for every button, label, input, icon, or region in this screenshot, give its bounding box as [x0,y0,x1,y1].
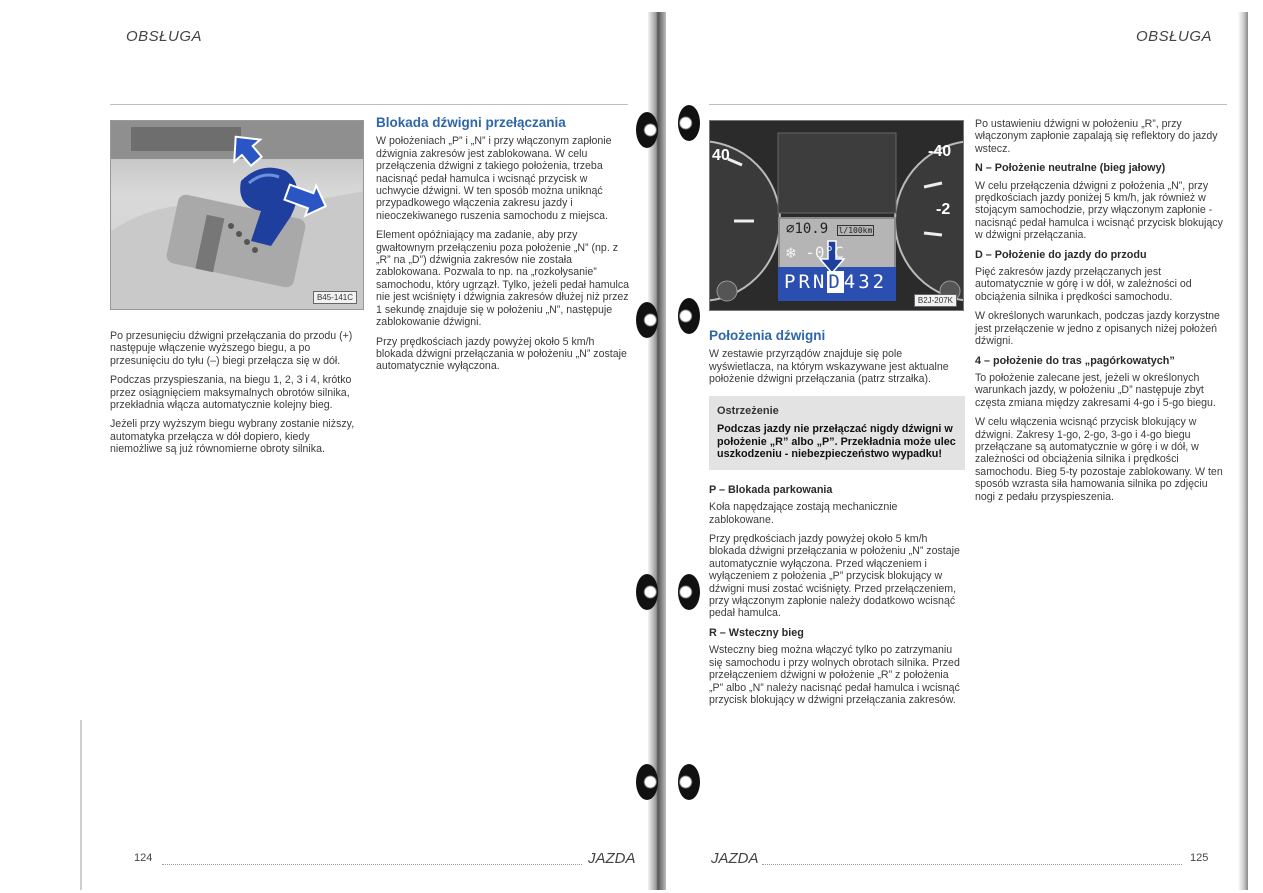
scale-left-value: 40 [712,147,730,164]
consumption-value: 10.9 [794,221,829,237]
paragraph: W celu przełączenia dźwigni z położenia „N”, przy prędkościach jazdy poniżej 5 km/h, jak również w stojącym samochodzie, przy włączonym zapłonie - nacisnąć pedał hamulca i wcisnąć przycisk blokujący w dźwigni przełączania. [975,179,1223,242]
snowflake-icon: ❄ [786,243,796,262]
warning-box [709,396,965,470]
paragraph: Po ustawieniu dźwigni w położeniu „R”, przy włączonym zapłonie zapalają się reflektory do jazdy wstecz. [975,118,1218,155]
page-number-left: 124 [134,852,153,864]
binder-ring [678,298,700,334]
paragraph: Podczas przyspieszania, na biegu 1, 2, 3 i 4, krótko przez osiągnięciem maksymalnych obrotów silnika, przekładnia włącza automatycznie kolejny bieg. [110,374,352,412]
warning-body: Podczas jazdy nie przełączać nigdy dźwigni w położenie „R” albo „P”. Przekładnia może ulec uszkodzeniu - niebezpieczeństwo wypadku! [717,423,956,461]
footer-rule [162,864,582,865]
subheading: 4 – położenie do tras „pagórkowatych” [975,354,1175,367]
page-number-right: 125 [1190,852,1209,864]
paragraph: To położenie zalecane jest, jeżeli w określonych warunkach jazdy, w położeniu „D” następuje zbyt częsta zmiana między zakresami 4-go i 5-go biegu. [975,371,1216,409]
section-name-left: JAZDA [588,850,636,867]
paragraph: W określonych warunkach, podczas jazdy korzystne jest przełączenie w jedno z opisanych niżej położeń dźwigni. [975,310,1220,348]
instrument-cluster-photo [709,120,964,311]
page-header-left: OBSŁUGA [126,28,203,45]
binder-ring [678,574,700,610]
binder-ring [636,764,658,800]
paragraph: Przy prędkościach jazdy powyżej około 5 km/h blokada dźwigni przełączania w położeniu „N” zostaje automatycznie wyłączona. Przed włączeniem i wyłączeniem z położenia „P” przycisk blokujący w dźwigni musi zostać wciśnięty. Przed przełączeniem, przy włączonym zapłonie należy dodatkowo wcisnąć pedał hamulca. [709,533,960,620]
gears-after: 432 [843,271,888,293]
paragraph: Element opóźniający ma zadanie, aby przy gwałtownym przełączeniu poza położenie „N” (np. z „R” na „D”) dźwignia zakresów nie została zablokowana. Pozwala to np. na „rozkołysanie” samochodu, który ugrzązł. Tylko, jeżeli pedał hamulca nie jest wciśnięty i dźwignia zakresów dłużej niż przez 1 sekundę znajduje się w położeniu „N”, następuje zablokowanie dźwigni. [376,229,630,329]
gear-lever-illustration [111,121,364,310]
gear-lever-photo [110,120,364,310]
right-page-column-1 [709,330,965,713]
paragraph: Jeżeli przy wyższym biegu wybrany zostanie niższy, automatyka przełącza w dół dopiero, kiedy niemożliwe są już równomierne obroty silnika. [110,418,355,456]
header-rule [110,104,628,105]
subheading: N – Położenie neutralne (bieg jałowy) [975,162,1166,175]
subheading: D – Położenie do jazdy do przodu [975,248,1147,261]
gear-indicator [784,271,887,293]
paragraph: W zestawie przyrządów znajduje się pole wyświetlacza, na którym wskazywane jest aktualne położenie dźwigni przełączania (patrz strzałka). [709,348,949,386]
paragraph: W położeniach „P” i „N” i przy włączonym zapłonie dźwignia zakresów jest zablokowana. W celu przełączenia dźwigni z takiego położenia, trzeba nacisnąć pedał hamulca i wcisnąć przycisk w uchwycie dźwigni. W ten sposób można uniknąć przypadkowego włączenia zakresu jazdy i nieoczekiwanego ruszenia samochodu z miejsca. [376,135,612,222]
active-gear: D [828,271,843,293]
subheading: R – Wsteczny bieg [709,626,804,639]
binder-ring [636,574,658,610]
paragraph: Pięć zakresów jazdy przełączanych jest automatycznie w górę i w dół, w zależności od obciążenia silnika i prędkości samochodu. [975,266,1192,303]
paragraph: Koła napędzające zostają mechanicznie zablokowane. [709,501,898,526]
image-label: B45-141C [313,291,357,304]
temperature-value: -0°C [805,243,844,262]
paragraph: W celu włączenia wcisnąć przycisk blokujący w dźwigni. Zakresy 1-go, 2-go, 3-go i 4-go biegu przełączane są automatycznie w górę i w dół, w zależności od obciążenia silnika i prędkości samochodu. Bieg 5-ty pozostaje zablokowany. W ten sposób wzrasta siła hamowania silnika po zdjęciu nogi z pedału przyspieszenia. [975,416,1223,503]
binder-ring [678,105,700,141]
image-label: B2J-207K [914,294,957,307]
section-title: Położenia dźwigni [709,328,826,343]
temperature-readout [786,243,844,262]
page-header-right: OBSŁUGA [1136,28,1213,45]
binder-ring [636,112,658,148]
section-title: Blokada dźwigni przełączania [376,115,566,130]
scale-right-value-2: -2 [936,201,951,218]
header-rule [709,104,1227,105]
section-name-right: JAZDA [711,850,759,867]
subheading: P – Blokada parkowania [709,483,833,496]
footer-rule [762,864,1182,865]
paragraph: Przy prędkościach jazdy powyżej około 5 km/h blokada dźwigni przełączania w położeniu „N” zostaje automatycznie wyłączona. [376,335,627,373]
binder-ring [636,302,658,338]
right-page-column-2 [975,118,1227,510]
warning-title: Ostrzeżenie [717,404,779,417]
consumption-unit: l/100km [838,226,873,235]
page-edge [1238,12,1248,890]
paragraph: Wsteczny bieg można włączyć tylko po zatrzymaniu się samochodu i przy wolnych obrotach silnika. Przed przełączeniem dźwigni w położenie „R” z położenia „P” albo „N” należy nacisnąć pedał hamulca i wcisnąć przycisk blokujący w dźwigni przełączania zakresów. [709,644,960,706]
left-page-column-2 [376,117,630,380]
scale-right-value: -40 [928,143,952,160]
gears-before: PRN [784,271,828,293]
consumption-readout: ⌀10.9 l/100km [786,221,873,237]
paragraph: Po przesunięciu dźwigni przełączania do przodu (+) następuje włączenie wyższego biegu, a po przesunięciu do tyłu (–) biegi przełącza się w dół. [110,330,353,367]
left-page-column-1 [110,330,364,463]
page-edge-left [80,720,82,890]
binder-ring [678,764,700,800]
